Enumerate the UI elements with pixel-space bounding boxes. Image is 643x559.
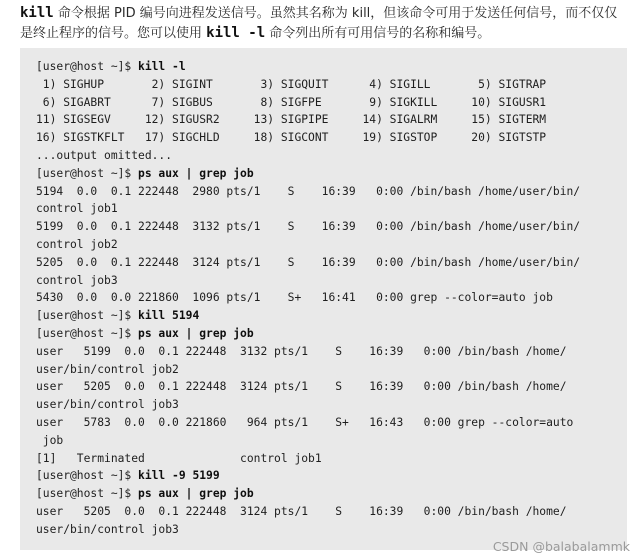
- intro-command-kill-l: kill -l: [206, 24, 266, 41]
- terminal-command-line: [36, 467, 627, 485]
- shell-prompt: [user@host ~]$: [36, 309, 139, 323]
- terminal-output-line: ...output omitted...: [36, 148, 173, 162]
- shell-command: ps aux | grep job: [138, 487, 254, 501]
- terminal-command-line: [36, 307, 627, 325]
- terminal-command-line: [36, 325, 627, 343]
- terminal-output-line: control job1: [36, 202, 118, 216]
- terminal-output-block: [20, 48, 627, 550]
- terminal-output-line: 11) SIGSEGV 12) SIGUSR2 13) SIGPIPE 14) SIGALRM 15) SIGTERM: [36, 113, 547, 127]
- terminal-output-line: control job2: [36, 237, 118, 251]
- terminal-output-line: 16) SIGSTKFLT 17) SIGCHLD 18) SIGCONT 19) SIGSTOP 20) SIGTSTP: [36, 131, 547, 145]
- terminal-command-line: [36, 165, 627, 183]
- shell-prompt: [user@host ~]$: [36, 60, 139, 73]
- terminal-output-line: control job3: [36, 273, 118, 287]
- intro-paragraph: [20, 4, 626, 43]
- terminal-output-line: user 5199 0.0 0.1 222448 3132 pts/1 S 16:39 0:00 /bin/bash /home/: [36, 344, 567, 358]
- watermark: CSDN @balabalammk: [492, 539, 630, 554]
- shell-command: kill -l: [138, 60, 186, 73]
- intro-text-2: 命令列出所有可用信号的名称和编号。: [265, 25, 491, 41]
- intro-command-kill: kill: [20, 5, 54, 21]
- terminal-output-line: user 5205 0.0 0.1 222448 3124 pts/1 S 16:39 0:00 /bin/bash /home/: [36, 504, 567, 518]
- intro-text-1: 命令根据 PID 编号向进程发送信号。虽然其名称为 kill，但该命令可用于发送任何信号，而不仅仅是终止程序的信号。您可以使用: [20, 6, 618, 41]
- shell-command: ps aux | grep job: [138, 326, 254, 340]
- shell-prompt: [user@host ~]$: [36, 487, 139, 501]
- terminal-output-line: user/bin/control job2: [36, 362, 179, 376]
- shell-command: ps aux | grep job: [138, 166, 254, 180]
- terminal-output-line: 5205 0.0 0.1 222448 3124 pts/1 S 16:39 0:00 /bin/bash /home/user/bin/: [36, 255, 581, 269]
- terminal-command-line: [36, 485, 627, 503]
- terminal-output-line: user/bin/control job3: [36, 522, 179, 536]
- shell-command: kill 5194: [138, 309, 200, 323]
- terminal-output-line: 5430 0.0 0.0 221860 1096 pts/1 S+ 16:41 0:00 grep --color=auto job: [36, 291, 553, 305]
- terminal-output-line: user 5783 0.0 0.0 221860 964 pts/1 S+ 16:43 0:00 grep --color=auto: [36, 415, 574, 429]
- shell-prompt: [user@host ~]$: [36, 166, 139, 180]
- shell-prompt: [user@host ~]$: [36, 469, 139, 483]
- shell-command: kill -9 5199: [138, 469, 220, 483]
- terminal-output-line: 5194 0.0 0.1 222448 2980 pts/1 S 16:39 0:00 /bin/bash /home/user/bin/: [36, 184, 581, 198]
- terminal-output-line: 5199 0.0 0.1 222448 3132 pts/1 S 16:39 0:00 /bin/bash /home/user/bin/: [36, 220, 581, 234]
- terminal-output-line: 1) SIGHUP 2) SIGINT 3) SIGQUIT 4) SIGILL 5) SIGTRAP: [36, 77, 547, 91]
- terminal-command-line: [36, 58, 627, 76]
- terminal-output-line: [1] Terminated control job1: [36, 451, 322, 465]
- terminal-output-line: job: [36, 433, 64, 447]
- shell-prompt: [user@host ~]$: [36, 326, 139, 340]
- terminal-output-line: user/bin/control job3: [36, 398, 179, 412]
- terminal-output-line: user 5205 0.0 0.1 222448 3124 pts/1 S 16:39 0:00 /bin/bash /home/: [36, 380, 567, 394]
- terminal-output-line: 6) SIGABRT 7) SIGBUS 8) SIGFPE 9) SIGKILL 10) SIGUSR1: [36, 95, 547, 109]
